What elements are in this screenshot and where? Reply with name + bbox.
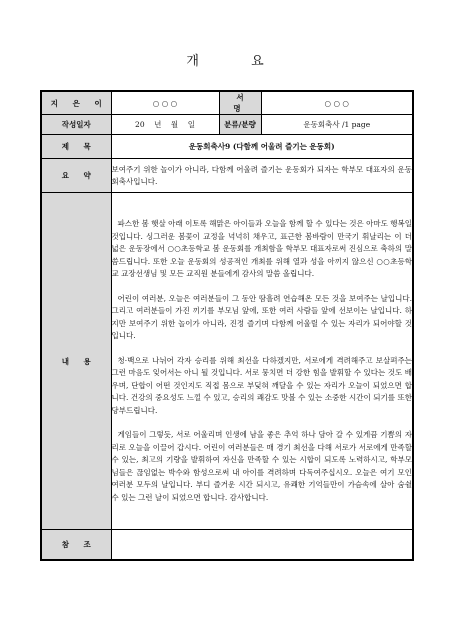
category-value: 운동회축사 /1 page (261, 115, 413, 135)
subject-value: 운동회축사9 (다함께 어울려 즐기는 운동회) (111, 135, 413, 159)
content-paragraph: 게임들이 그렇듯, 서로 어울리며 인생에 남을 좋은 추억 하나 담아 갈 수 있게끔 기쁨의 자리로 오늘을 이끌어 갑시다. 어린이 여러분들은 매 경기 최선을 다해 서로가 서로에게 만족할 수 있는, 최고의 기량을 발휘하여 자신을 만족할 수 있는 시합이 되도록 노력하시고, 학부모님들은 끊임없는 박수와 함성으로써 내 아이를 격려하며 다독여주십시오. 오늘은 여기 모인 여러분 모두의 날입니다. 부디 즐거운 시간 되시고, 유쾌한 기억들만이 가슴속에 살아 숨쉴 수 있는 그런 날이 되었으면 합니다. 감사합니다. (111, 430, 412, 502)
date-row (41, 115, 413, 135)
content-row (41, 193, 413, 530)
reference-row (41, 530, 413, 560)
content-body (111, 193, 413, 530)
author-value: ○ ○ ○ (111, 91, 219, 115)
content-paragraph: 어린이 여러분, 오늘은 여러분들이 그 동안 땀흘려 연습해온 모든 것을 보여주는 날입니다. 그리고 여러분들이 가진 끼기를 부모님 앞에, 또한 여러 사람들 앞에 선보이는 날입니다. 하지만 보여주기 위한 놀이가 아니라, 진정 즐기며 다함께 어울릴 수 있는 자리가 되어야할 것입니다. (111, 293, 412, 340)
content-label: 내 용 (41, 193, 111, 530)
summary-label: 요 약 (41, 159, 111, 193)
date-value: 20 년 월 일 (111, 115, 219, 135)
content-paragraph: 청·백으로 나뉘어 각자 승리를 위해 최선을 다하겠지만, 서로에게 격려해주고 보살펴주는 그런 마음도 잊어서는 아니 될 것입니다. 서로 뭉치면 더 강한 힘을 발휘할 수 있다는 것도 배우며, 단합이 어떤 것인지도 직접 몸으로 부딪혀 깨달을 수 있는 자리가 오늘이 되었으면 합니다. 건강의 중요성도 느낄 수 있고, 승리의 쾌감도 맛볼 수 있는 소중한 시간이 되기를 또한 당부드립니다. (111, 355, 412, 415)
overview-table (40, 90, 414, 561)
document-title: 개 요 (186, 54, 288, 69)
reference-value (111, 530, 413, 560)
author-row (41, 91, 413, 115)
content-paragraph: 파스한 봄 햇살 아래 이토록 해맑은 아이들과 오늘을 함께 할 수 있다는 것은 아마도 행복일 것입니다. 싱그러운 봄꽃이 교정을 넉넉히 채우고, 표근한 봄바람이 만국기 휘날리는 이 더 넓은 운동장에서 ○○초등학교 봄 운동회를 개최함을 학부모 대표자로써 진심으로 축하의 말씀드립니다. 또한 오늘 운동회의 성공적인 개최를 위해 열과 성을 아끼지 않으신 ○○초등학교 교장선생님 및 모든 교직원 분들에게 감사의 말씀 올립니다. (111, 219, 412, 278)
author-label: 지 은 이 (41, 91, 111, 115)
summary-row (41, 159, 413, 193)
summary-value: 보여주기 위한 놀이가 아니라, 다함께 어울려 즐기는 운동회가 되자는 학부모 대표자의 운동회축사입니다. (111, 159, 413, 193)
signature-label: 서 명 (219, 91, 261, 115)
subject-row (41, 135, 413, 159)
signature-value: ○ ○ ○ (261, 91, 413, 115)
reference-label: 참 조 (41, 530, 111, 560)
date-label: 작성일자 (41, 115, 111, 135)
category-label: 분류/분량 (219, 115, 261, 135)
subject-label: 제 목 (41, 135, 111, 159)
